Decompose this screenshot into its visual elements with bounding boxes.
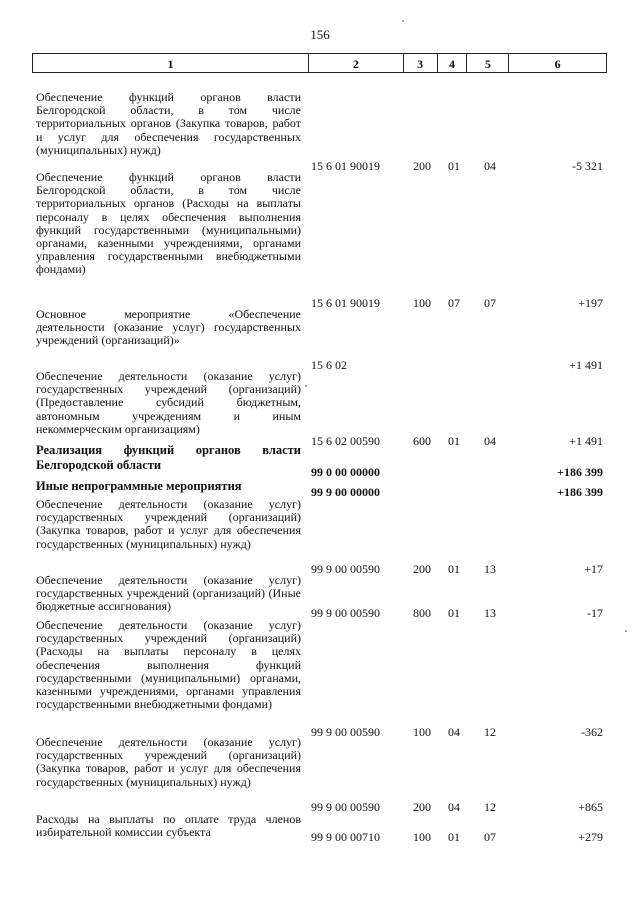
row-expense-type: 200 xyxy=(413,159,431,173)
row-description: Обеспечение деятельности (оказание услуг) государственных учреждений (организаций) (Закупка товаров, работ и услуг для обеспечения государственных (муниципальных) нужд) xyxy=(36,497,301,551)
row-description: Основное мероприятие «Обеспечение деятельности (оказание услуг) государственных учреждений (организаций)» xyxy=(36,307,301,348)
row-section: 01 xyxy=(448,562,460,576)
row-description: Реализация функций органов власти Белгородской области xyxy=(36,443,301,472)
row-expense-type: 200 xyxy=(413,562,431,576)
row-code: 99 9 00 00590 xyxy=(311,562,380,576)
row-code: 99 9 00 00590 xyxy=(311,800,380,814)
row-description: Обеспечение функций органов власти Белгородской области, в том числе территориальных органов (Закупка товаров, работ и услуг для обеспечения государственных (муниципальных) нужд) xyxy=(36,90,301,157)
row-code: 99 9 00 00000 xyxy=(311,485,380,499)
row-amount: +865 xyxy=(578,800,603,814)
row-section: 04 xyxy=(448,725,460,739)
row-expense-type: 600 xyxy=(413,434,431,448)
row-code: 15 6 02 00590 xyxy=(311,434,380,448)
row-section: 01 xyxy=(448,606,460,620)
row-amount: -17 xyxy=(587,606,603,620)
page-number: 156 xyxy=(310,27,330,42)
row-subsection: 07 xyxy=(484,830,496,844)
row-description: Расходы на выплаты по оплате труда членов избирательной комиссии субъекта xyxy=(36,812,301,840)
row-code: 15 6 01 90019 xyxy=(311,159,380,173)
header-col-1: 1 xyxy=(33,54,309,72)
row-subsection: 07 xyxy=(484,296,496,310)
row-code: 99 0 00 00000 xyxy=(311,465,380,479)
budget-table xyxy=(32,53,607,844)
row-code: 99 9 00 00710 xyxy=(311,830,380,844)
scan-dot xyxy=(305,385,307,387)
row-section: 01 xyxy=(448,830,460,844)
row-expense-type: 100 xyxy=(413,830,431,844)
row-expense-type: 100 xyxy=(413,725,431,739)
row-amount: +1 491 xyxy=(569,434,603,448)
row-expense-type: 200 xyxy=(413,800,431,814)
row-section: 01 xyxy=(448,434,460,448)
row-subsection: 12 xyxy=(484,800,496,814)
row-amount: -5 321 xyxy=(572,159,603,173)
table-header xyxy=(32,53,607,73)
row-amount: +186 399 xyxy=(557,465,603,479)
row-amount: +1 491 xyxy=(569,358,603,372)
header-col-5: 5 xyxy=(467,54,509,72)
row-code: 15 6 01 90019 xyxy=(311,296,380,310)
row-code: 99 9 00 00590 xyxy=(311,606,380,620)
header-col-2: 2 xyxy=(309,54,404,72)
header-col-6: 6 xyxy=(554,57,561,71)
header-col-4: 4 xyxy=(438,54,468,72)
scan-dot xyxy=(625,630,627,632)
row-description: Обеспечение деятельности (оказание услуг) государственных учреждений (организаций) (Закупка товаров, работ и услуг для обеспечения государственных (муниципальных) нужд) xyxy=(36,735,301,789)
row-subsection: 13 xyxy=(484,606,496,620)
row-expense-type: 100 xyxy=(413,296,431,310)
row-section: 04 xyxy=(448,800,460,814)
row-description: Обеспечение деятельности (оказание услуг) государственных учреждений (организаций) (Иные бюджетные ассигнования) xyxy=(36,573,301,614)
row-description: Обеспечение деятельности (оказание услуг) государственных учреждений (организаций) (Расходы на выплаты персоналу в целях обеспечения выполнения функций государственными (муниципальными) органами, казенными учреждениями, органами управления государственными внебюджетными фондами) xyxy=(36,618,301,712)
row-section: 07 xyxy=(448,296,460,310)
row-subsection: 13 xyxy=(484,562,496,576)
row-description: Обеспечение функций органов власти Белгородской области, в том числе территориальных органов (Расходы на выплаты персоналу в целях обеспечения выполнения функций государственными (муниципальными) органами, казенными учреждениями, органами управления государственными внебюджетными фондами) xyxy=(36,170,301,277)
scan-dot xyxy=(402,20,404,22)
row-subsection: 04 xyxy=(484,434,496,448)
row-code: 99 9 00 00590 xyxy=(311,725,380,739)
row-amount: +186 399 xyxy=(557,485,603,499)
row-amount: +17 xyxy=(584,562,603,576)
header-col-3: 3 xyxy=(404,54,438,72)
row-description: Иные непрограммные мероприятия xyxy=(36,479,242,493)
row-expense-type: 800 xyxy=(413,606,431,620)
row-amount: +279 xyxy=(578,830,603,844)
row-subsection: 04 xyxy=(484,159,496,173)
row-amount: -362 xyxy=(581,725,603,739)
row-amount: +197 xyxy=(578,296,603,310)
row-description: Обеспечение деятельности (оказание услуг) государственных учреждений (организаций) (Предоставление субсидий бюджетным, автономным учреждениям и иным некоммерческим организациям) xyxy=(36,369,301,436)
row-section: 01 xyxy=(448,159,460,173)
row-subsection: 12 xyxy=(484,725,496,739)
row-code: 15 6 02 xyxy=(311,358,347,372)
